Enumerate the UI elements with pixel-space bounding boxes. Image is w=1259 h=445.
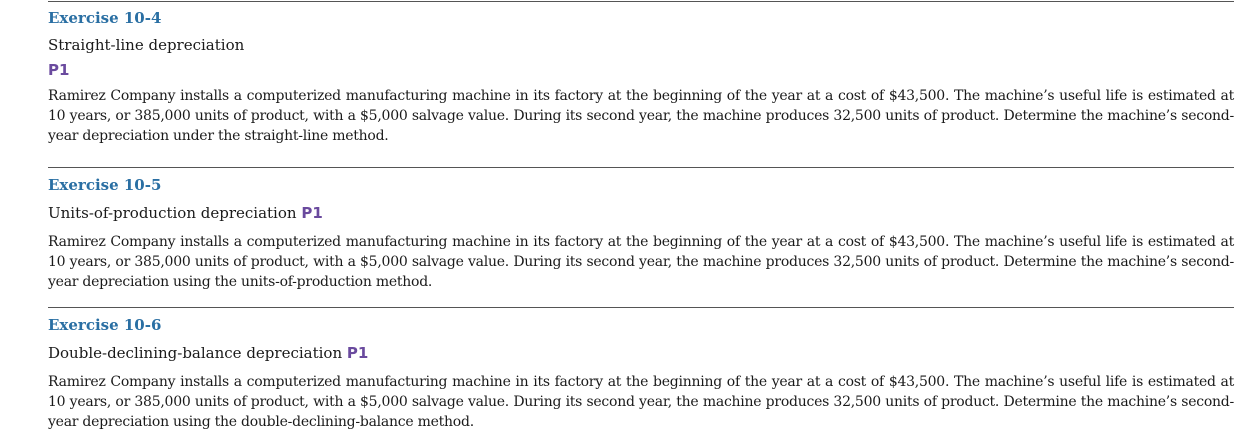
learning-objective: P1 xyxy=(301,204,323,222)
exercise-body: Ramirez Company installs a computerized manufacturing machine in its factory at the beginning of the year at a cost of $43,500. The machine’s useful life is estimated at 10 years, or 385,000 units of product, with a $5,000 salvage value. During its second year, the machine produces 32,500 units of product. Determine the machine’s second-year depreciation under the straight-line method. xyxy=(48,88,1234,144)
exercise-title: Exercise 10-6 xyxy=(48,316,162,334)
exercise-subtitle xyxy=(48,203,1234,223)
exercise-subtitle-text: Units-of-production depreciation xyxy=(48,204,297,222)
exercise-10-4 xyxy=(48,8,1234,146)
exercise-body: Ramirez Company installs a computerized manufacturing machine in its factory at the beginning of the year at a cost of $43,500. The machine’s useful life is estimated at 10 years, or 385,000 units of product, with a $5,000 salvage value. During its second year, the machine produces 32,500 units of product. Determine the machine’s second-year depreciation using the double-declining-balance method. xyxy=(48,374,1234,430)
exercise-title: Exercise 10-5 xyxy=(48,176,162,194)
divider xyxy=(48,167,1234,168)
top-divider xyxy=(48,1,1234,2)
exercise-10-5 xyxy=(48,175,1234,292)
exercise-subtitle xyxy=(48,343,1234,363)
learning-objective: P1 xyxy=(48,61,70,79)
exercise-10-6 xyxy=(48,315,1234,432)
exercise-title: Exercise 10-4 xyxy=(48,9,162,27)
learning-objective: P1 xyxy=(346,344,369,362)
divider xyxy=(48,307,1234,308)
exercise-body: Ramirez Company installs a computerized manufacturing machine in its factory at the beginning of the year at a cost of $43,500. The machine’s useful life is estimated at 10 years, or 385,000 units of product, with a $5,000 salvage value. During its second year, the machine produces 32,500 units of product. Determine the machine’s second-year depreciation using the units-of-production method. xyxy=(48,234,1234,290)
exercise-subtitle: Straight-line depreciation xyxy=(48,36,245,54)
exercise-subtitle-text: Double-declining-balance depreciation xyxy=(48,344,343,362)
